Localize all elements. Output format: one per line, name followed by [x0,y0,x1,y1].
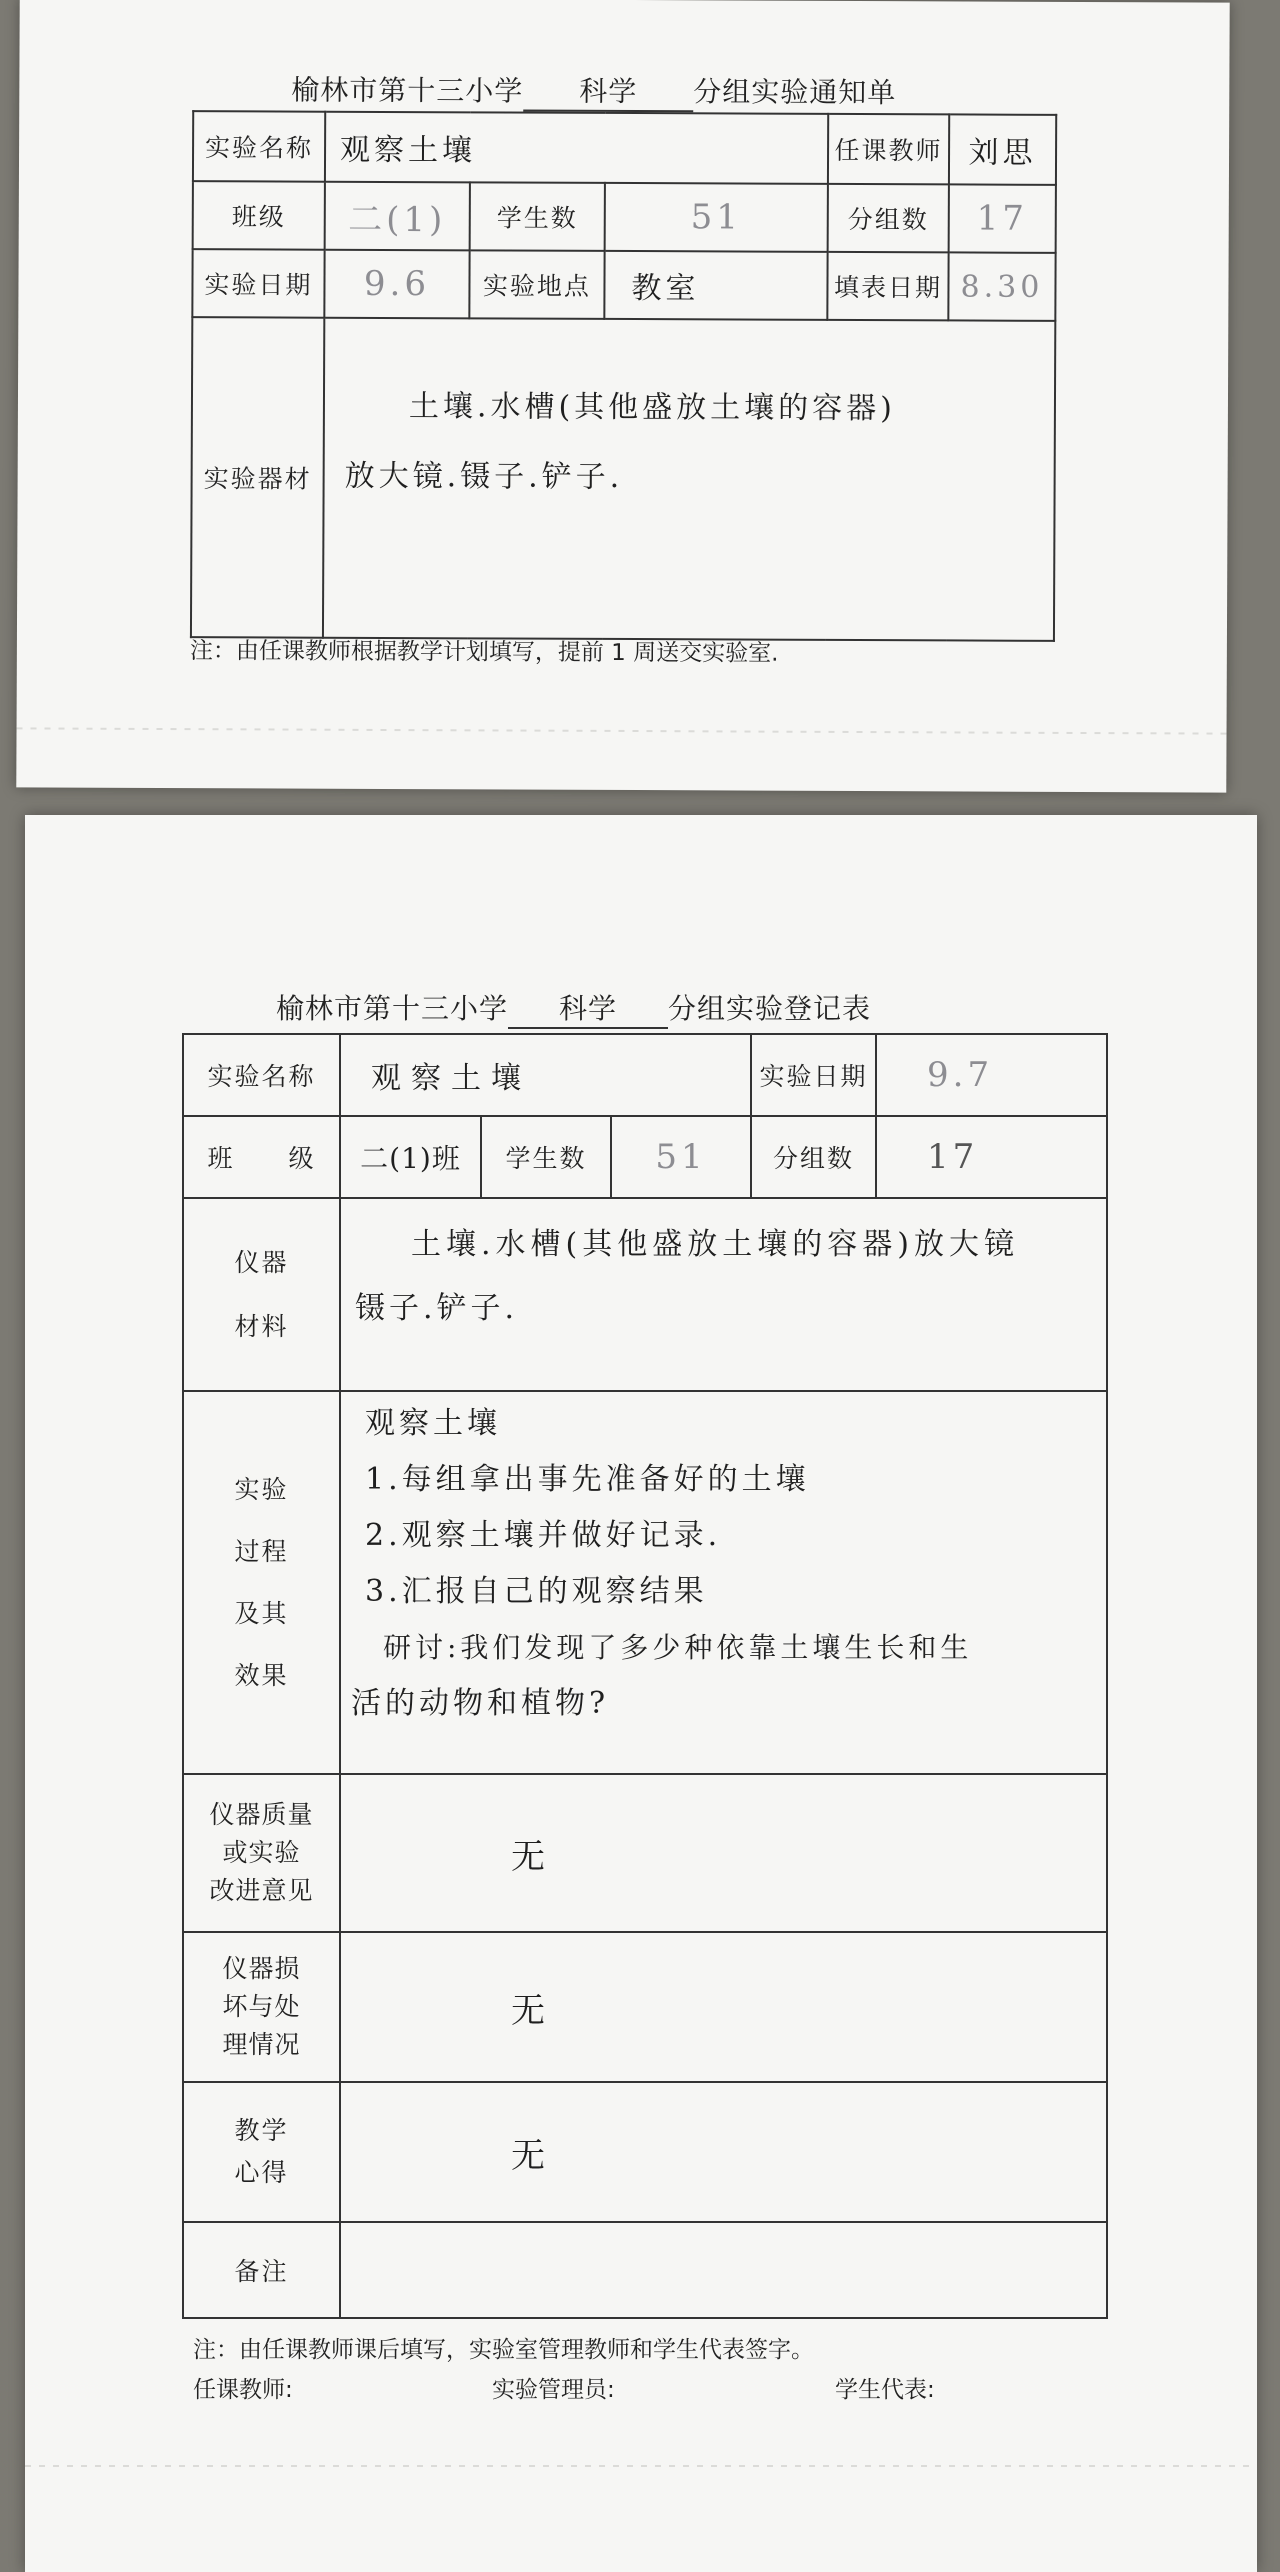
label-process-line3: 及其 [234,1598,289,1628]
value-reflection: 无 [340,2082,1107,2222]
value-group-count: 17 [949,184,1056,252]
label-group-count-2: 分组数 [751,1116,876,1198]
value-location: 教室 [604,251,827,320]
notice-title-subject: 科学 [523,70,693,113]
equipment-line-2: 放大镜.镊子.铲子. [344,458,624,496]
value-damage: 无 [340,1932,1107,2082]
materials-line-1: 土壤.水槽(其他盛放土壤的容器)放大镜 [411,1227,1019,1262]
register-title-subject: 科学 [508,987,668,1029]
process-line: 3.汇报自己的观察结果 [365,1574,708,1609]
sign-teacher: 任课教师: [193,2377,293,2403]
register-title-suffix: 分组实验登记表 [668,992,872,1025]
value-process [340,1391,1107,1774]
value-equipment [323,318,1055,641]
notice-table [190,110,1057,642]
label-damage-line2: 坏与处 [222,1992,301,2021]
value-experiment-date: 9.6 [324,250,469,319]
value-teacher: 刘思 [949,114,1056,184]
label-reflection [183,2082,340,2222]
value-fill-date: 8.30 [948,252,1055,320]
label-reflection-line1: 教学 [234,2116,289,2145]
notice-sheet [16,0,1229,793]
label-experiment-name-2: 实验名称 [183,1034,340,1116]
label-student-count-2: 学生数 [481,1116,611,1198]
label-remarks: 备注 [183,2222,340,2318]
notice-footnote: 注：由任课教师根据教学计划填写，提前 1 周送交实验室. [189,638,779,667]
value-student-count: 51 [605,183,828,252]
materials-line-2: 镊子.铲子. [355,1291,519,1326]
process-line: 活的动物和植物? [351,1686,610,1721]
label-experiment-date-2: 实验日期 [751,1034,876,1116]
notice-title-school: 榆林市第十三小学 [291,73,524,108]
label-damage-line1: 仪器损 [222,1954,301,1983]
register-title-school: 榆林市第十三小学 [276,992,509,1025]
label-equipment: 实验器材 [191,317,324,638]
sheet-edge-dots [17,727,1227,734]
label-process-line1: 实验 [234,1474,289,1504]
value-student-count-2: 51 [611,1116,751,1198]
label-class-2: 班 级 [183,1116,340,1198]
label-quality-line2: 或实验 [222,1838,301,1867]
label-materials-line2: 材料 [234,1311,289,1341]
notice-title [291,69,896,114]
label-quality-line3: 改进意见 [209,1876,314,1905]
process-line: 2.观察土壤并做好记录. [365,1518,722,1553]
label-materials [183,1198,340,1391]
sign-student: 学生代表: [835,2377,935,2403]
notice-title-suffix: 分组实验通知单 [693,75,897,110]
equipment-line-1: 土壤.水槽(其他盛放土壤的容器) [408,389,896,427]
label-teacher: 任课教师 [828,114,949,185]
register-footnote: 注：由任课教师课后填写，实验室管理教师和学生代表签字。 [193,2337,814,2363]
label-fill-date: 填表日期 [827,252,948,321]
label-location: 实验地点 [469,250,604,319]
label-student-count: 学生数 [470,182,605,251]
value-experiment-date-2: 9.7 [876,1034,1107,1116]
sign-admin: 实验管理员: [492,2377,615,2403]
register-title [276,987,871,1029]
register-sheet [25,815,1257,2572]
value-experiment-name-2: 观察土壤 [340,1034,751,1116]
label-process-line4: 效果 [234,1660,289,1690]
label-group-count: 分组数 [828,184,949,253]
label-process-line2: 过程 [234,1536,289,1566]
value-quality: 无 [340,1774,1107,1932]
label-quality [183,1774,340,1932]
value-experiment-name: 观察土壤 [325,112,828,184]
value-class-2: 二(1)班 [340,1116,481,1198]
label-reflection-line2: 心得 [234,2158,289,2187]
label-damage [183,1932,340,2082]
process-line: 观察土壤 [365,1406,501,1441]
label-class: 班级 [193,181,325,250]
label-materials-line1: 仪器 [234,1247,289,1277]
label-experiment-date: 实验日期 [192,249,324,318]
value-remarks [340,2222,1107,2318]
value-class: 二(1) [325,182,470,251]
label-damage-line3: 理情况 [222,2030,301,2059]
label-quality-line1: 仪器质量 [209,1800,314,1829]
label-experiment-name: 实验名称 [193,111,325,182]
process-line: 1.每组拿出事先准备好的土壤 [365,1462,810,1497]
label-process [183,1391,340,1774]
value-group-count-2: 17 [876,1116,1107,1198]
register-table [182,1033,1108,2319]
value-materials [340,1198,1107,1391]
sheet-edge-dots [25,2465,1257,2467]
process-line: 研讨:我们发现了多少种依靠土壤生长和生 [383,1631,973,1664]
